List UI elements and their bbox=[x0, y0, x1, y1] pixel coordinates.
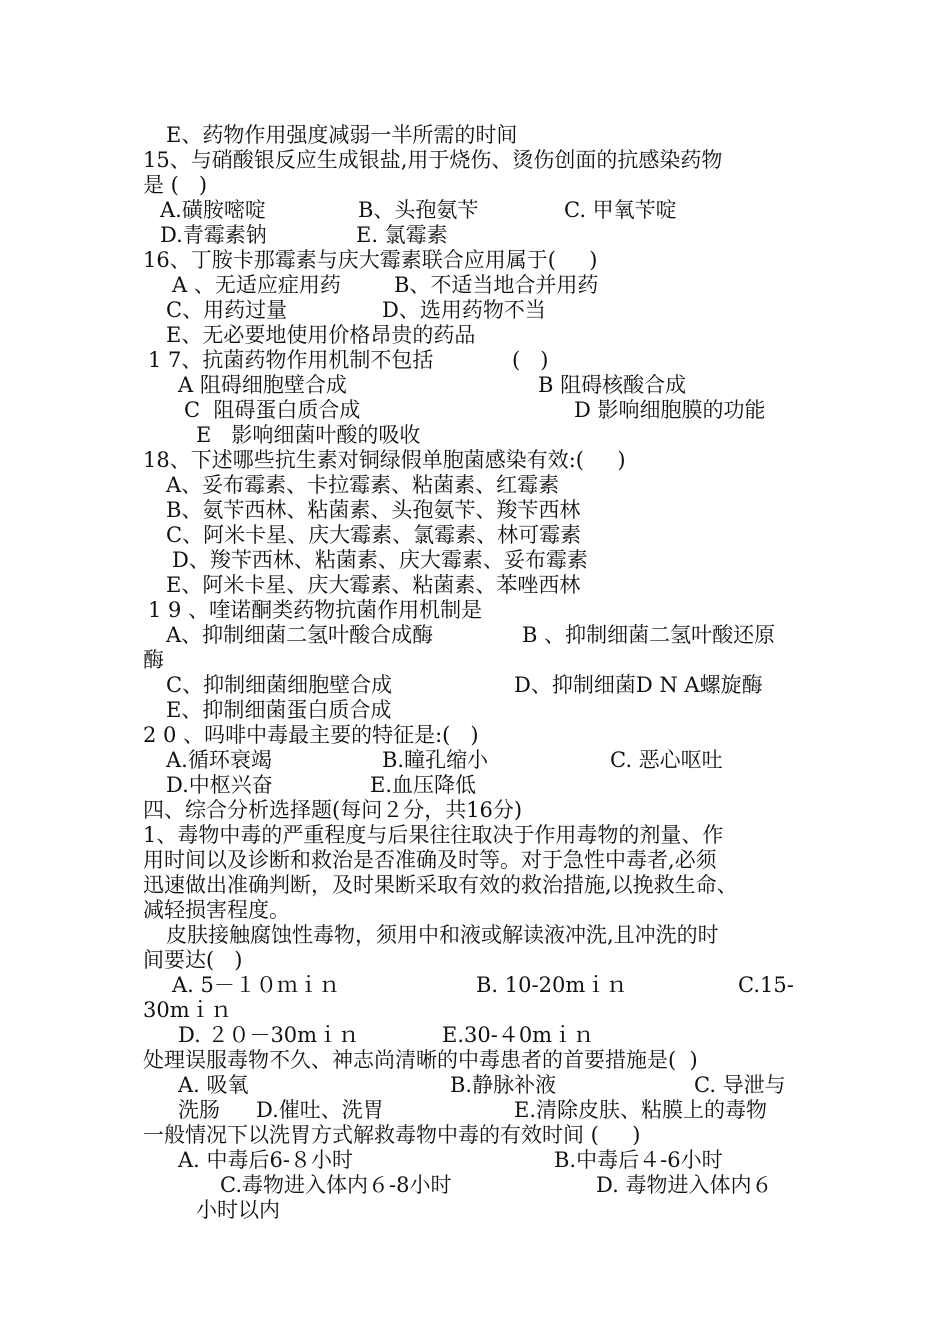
q17-option-c: C 阻碍蛋白质合成 bbox=[184, 398, 361, 422]
q17-answer-blank: ( ) bbox=[512, 348, 549, 372]
q17-stem: 1 7、抗菌药物作用机制不包括 bbox=[148, 348, 434, 372]
q17-option-a: A 阻碍细胞壁合成 bbox=[178, 373, 347, 397]
case-intro-line-2: 用时间以及诊断和救治是否准确及时等。对于急性中毒者,必须 bbox=[143, 848, 717, 872]
q14-option-e: E、药物作用强度减弱一半所需的时间 bbox=[166, 123, 518, 147]
case-intro-line-1: 1、毒物中毒的严重程度与后果往往取决于作用毒物的剂量、作 bbox=[143, 823, 724, 847]
q19-option-b: B 、抑制细菌二氢叶酸还原 bbox=[522, 623, 776, 647]
case-intro-line-3: 迅速做出准确判断，及时果断采取有效的救治措施,以挽救生命、 bbox=[143, 873, 738, 897]
q19-stem: 1 9 、喹诺酮类药物抗菌作用机制是 bbox=[148, 598, 483, 622]
case-q1-option-e: E.30-４0mｉｎ bbox=[442, 1023, 595, 1047]
section-4-heading: 四、综合分析选择题(每问２分，共16分) bbox=[143, 798, 523, 822]
case-q2-option-c-wrap: 洗肠 bbox=[178, 1098, 220, 1122]
case-q3-option-d: D. 毒物进入体内６ bbox=[596, 1173, 773, 1197]
case-q2-option-d: D.催吐、洗胃 bbox=[256, 1098, 384, 1122]
q15-stem-line-1: 15、与硝酸银反应生成银盐,用于烧伤、烫伤创面的抗感染药物 bbox=[143, 148, 723, 172]
q15-option-c: C. 甲氧苄啶 bbox=[564, 198, 677, 222]
q17-option-e: E 影响细菌叶酸的吸收 bbox=[196, 423, 421, 447]
case-q1-option-a: A. 5－１０ｍｉｎ bbox=[172, 973, 340, 997]
case-q3-option-a: A. 中毒后6-８小时 bbox=[178, 1148, 353, 1172]
case-q2-option-b: B.静脉补液 bbox=[450, 1073, 557, 1097]
q18-option-b: B、氨苄西林、粘菌素、头孢氨苄、羧苄西林 bbox=[166, 498, 581, 522]
case-intro-line-4: 减轻损害程度。 bbox=[143, 898, 290, 922]
q19-option-e: E、抑制细菌蛋白质合成 bbox=[166, 698, 392, 722]
q18-option-c: C、阿米卡星、庆大霉素、氯霉素、林可霉素 bbox=[166, 523, 582, 547]
q16-stem: 16、丁胺卡那霉素与庆大霉素联合应用属于( ) bbox=[143, 248, 598, 272]
q15-option-a: A.磺胺嘧啶 bbox=[160, 198, 266, 222]
case-q2-option-a: A. 吸氧 bbox=[178, 1073, 249, 1097]
q16-option-c: C、用药过量 bbox=[166, 298, 288, 322]
q20-option-c: C. 恶心呕吐 bbox=[610, 748, 723, 772]
q17-option-b: B 阻碍核酸合成 bbox=[538, 373, 687, 397]
q20-option-a: A.循环衰竭 bbox=[166, 748, 272, 772]
q18-option-e: E、阿米卡星、庆大霉素、粘菌素、苯唑西林 bbox=[166, 573, 581, 597]
case-q2-option-c: C. 导泄与 bbox=[694, 1073, 786, 1097]
case-q1-stem-line-1: 皮肤接触腐蚀性毒物，须用中和液或解读液冲洗,且冲洗的时 bbox=[166, 923, 719, 947]
case-q3-option-b: B.中毒后４-6小时 bbox=[554, 1148, 723, 1172]
q16-option-d: D、选用药物不当 bbox=[382, 298, 546, 322]
case-q3-option-d-wrap: 小时以内 bbox=[196, 1198, 280, 1222]
q19-option-a: A、抑制细菌二氢叶酸合成酶 bbox=[166, 623, 434, 647]
q15-option-d: D.青霉素钠 bbox=[160, 223, 267, 247]
case-q1-option-c-wrap: 30mｉｎ bbox=[143, 998, 232, 1022]
case-q3-stem: 一般情况下以洗胃方式解救毒物中毒的有效时间 ( ) bbox=[143, 1123, 641, 1147]
case-q1-stem-line-2: 间要达( ) bbox=[143, 948, 243, 972]
case-q1-option-d: D. ２０－30mｉｎ bbox=[178, 1023, 360, 1047]
q20-stem: 2 0 、吗啡中毒最主要的特征是:( ) bbox=[143, 723, 479, 747]
q18-option-d: D、羧苄西林、粘菌素、庆大霉素、妥布霉素 bbox=[172, 548, 588, 572]
q15-option-b: B、头孢氨苄 bbox=[358, 198, 479, 222]
q19-option-b-wrap: 酶 bbox=[143, 648, 164, 672]
q16-option-b: B、不适当地合并用药 bbox=[394, 273, 599, 297]
q20-option-e: E.血压降低 bbox=[370, 773, 477, 797]
case-q3-option-c: C.毒物进入体内６-8小时 bbox=[220, 1173, 452, 1197]
case-q2-stem: 处理误服毒物不久、神志尚清晰的中毒患者的首要措施是( ) bbox=[143, 1048, 698, 1072]
q16-option-a: A 、无适应症用药 bbox=[172, 273, 341, 297]
q15-option-e: E. 氯霉素 bbox=[356, 223, 448, 247]
case-q2-option-e: E.清除皮肤、粘膜上的毒物 bbox=[514, 1098, 768, 1122]
case-q1-option-b: B. 10-20mｉｎ bbox=[476, 973, 628, 997]
q15-stem-line-2: 是 ( ) bbox=[143, 173, 208, 197]
q20-option-b: B.瞳孔缩小 bbox=[382, 748, 489, 772]
q19-option-d: D、抑制细菌D N A螺旋酶 bbox=[514, 673, 763, 697]
q17-option-d: D 影响细胞膜的功能 bbox=[574, 398, 766, 422]
q16-option-e: E、无必要地使用价格昂贵的药品 bbox=[166, 323, 476, 347]
q20-option-d: D.中枢兴奋 bbox=[166, 773, 273, 797]
q19-option-c: C、抑制细菌细胞壁合成 bbox=[166, 673, 393, 697]
case-q1-option-c: C.15- bbox=[738, 973, 794, 997]
q18-stem: 18、下述哪些抗生素对铜绿假单胞菌感染有效:( ) bbox=[143, 448, 626, 472]
q18-option-a: A、妥布霉素、卡拉霉素、粘菌素、红霉素 bbox=[166, 473, 560, 497]
